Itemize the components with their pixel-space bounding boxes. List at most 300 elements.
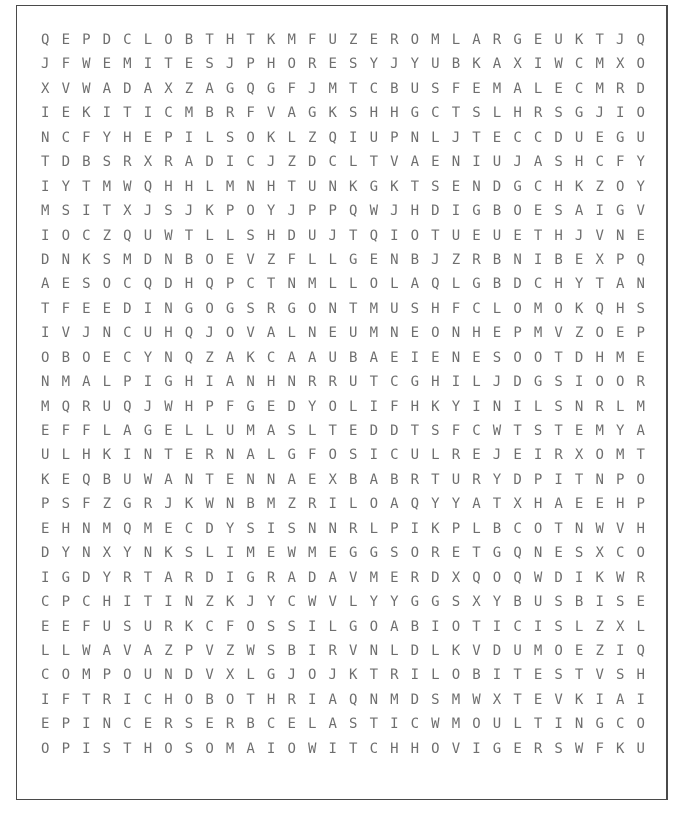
grid-letter[interactable]: D [41, 545, 50, 562]
grid-letter[interactable]: L [307, 423, 317, 439]
grid-letter[interactable]: O [82, 349, 91, 366]
grid-letter[interactable]: A [554, 496, 563, 513]
grid-letter[interactable]: N [287, 374, 296, 391]
grid-letter[interactable]: T [574, 471, 584, 488]
grid-letter[interactable]: T [143, 594, 153, 611]
grid-letter[interactable]: O [636, 545, 645, 562]
grid-letter[interactable]: T [205, 471, 214, 488]
grid-letter[interactable]: I [349, 129, 358, 146]
grid-letter[interactable]: R [615, 80, 625, 97]
grid-letter[interactable]: Z [205, 349, 214, 366]
grid-letter[interactable]: S [390, 545, 399, 562]
grid-letter[interactable]: P [41, 496, 50, 513]
grid-letter[interactable]: H [410, 203, 420, 220]
grid-letter[interactable]: V [554, 691, 563, 708]
grid-letter[interactable]: N [102, 716, 112, 733]
grid-letter[interactable]: B [451, 56, 461, 73]
grid-letter[interactable]: O [636, 716, 645, 733]
grid-letter[interactable]: X [123, 203, 132, 220]
grid-letter[interactable]: I [164, 594, 173, 611]
grid-letter[interactable]: L [492, 300, 502, 317]
grid-letter[interactable]: P [328, 203, 337, 220]
grid-letter[interactable]: O [595, 447, 604, 464]
grid-letter[interactable]: K [431, 520, 440, 537]
grid-letter[interactable]: C [595, 154, 604, 171]
grid-letter[interactable]: E [636, 227, 645, 244]
grid-letter[interactable]: T [102, 203, 112, 220]
grid-letter[interactable]: Q [513, 545, 522, 562]
grid-letter[interactable]: G [266, 80, 276, 97]
grid-letter[interactable]: E [41, 520, 50, 537]
grid-letter[interactable]: A [164, 471, 173, 488]
grid-letter[interactable]: H [184, 398, 194, 415]
grid-letter[interactable]: Q [123, 520, 132, 537]
grid-letter[interactable]: K [595, 569, 604, 586]
grid-letter[interactable]: L [287, 129, 296, 146]
grid-letter[interactable]: D [492, 178, 502, 195]
grid-letter[interactable]: O [554, 300, 563, 317]
grid-letter[interactable]: G [431, 594, 440, 611]
grid-letter[interactable]: S [61, 203, 71, 220]
grid-letter[interactable]: N [451, 154, 461, 171]
grid-letter[interactable]: N [574, 716, 584, 733]
grid-letter[interactable]: H [554, 178, 563, 195]
grid-letter[interactable]: T [554, 520, 563, 537]
grid-letter[interactable]: A [307, 349, 317, 366]
grid-letter[interactable]: A [41, 276, 50, 293]
grid-letter[interactable]: L [102, 423, 112, 439]
grid-letter[interactable]: Q [369, 227, 379, 244]
grid-letter[interactable]: T [513, 667, 522, 684]
grid-letter[interactable]: D [143, 251, 153, 268]
grid-letter[interactable]: U [328, 349, 337, 366]
grid-letter[interactable]: M [143, 520, 153, 537]
grid-letter[interactable]: F [61, 300, 71, 317]
grid-letter[interactable]: O [451, 667, 461, 684]
grid-letter[interactable]: E [513, 740, 522, 757]
grid-letter[interactable]: U [143, 227, 153, 244]
grid-letter[interactable]: U [328, 32, 337, 48]
grid-letter[interactable]: J [615, 32, 625, 48]
grid-letter[interactable]: A [410, 154, 420, 171]
grid-letter[interactable]: D [307, 154, 317, 171]
grid-letter[interactable]: C [266, 349, 276, 366]
grid-letter[interactable]: C [82, 227, 91, 244]
grid-letter[interactable]: N [369, 691, 379, 708]
grid-letter[interactable]: W [307, 740, 317, 757]
grid-letter[interactable]: N [41, 374, 50, 391]
grid-letter[interactable]: P [82, 32, 91, 48]
grid-letter[interactable]: U [123, 471, 132, 488]
grid-letter[interactable]: T [595, 276, 604, 293]
grid-letter[interactable]: N [369, 642, 379, 659]
grid-letter[interactable]: E [266, 545, 276, 562]
grid-letter[interactable]: E [184, 56, 194, 73]
grid-letter[interactable]: O [410, 227, 420, 244]
grid-letter[interactable]: X [328, 471, 337, 488]
grid-letter[interactable]: N [533, 545, 543, 562]
grid-letter[interactable]: D [41, 251, 50, 268]
grid-letter[interactable]: J [41, 56, 50, 73]
grid-letter[interactable]: N [225, 496, 235, 513]
grid-letter[interactable]: X [143, 154, 153, 171]
grid-letter[interactable]: R [102, 691, 112, 708]
grid-letter[interactable]: L [41, 642, 50, 659]
grid-letter[interactable]: I [492, 667, 502, 684]
grid-letter[interactable]: G [533, 374, 543, 391]
grid-letter[interactable]: L [349, 154, 358, 171]
grid-letter[interactable]: M [123, 251, 132, 268]
grid-letter[interactable]: G [574, 105, 584, 122]
grid-letter[interactable]: R [225, 105, 235, 122]
grid-letter[interactable]: O [225, 325, 235, 342]
grid-letter[interactable]: T [369, 374, 379, 391]
grid-letter[interactable]: S [615, 594, 625, 611]
grid-letter[interactable]: K [82, 251, 91, 268]
grid-letter[interactable]: K [574, 691, 584, 708]
grid-letter[interactable]: K [82, 105, 91, 122]
grid-letter[interactable]: Z [574, 325, 584, 342]
grid-letter[interactable]: J [246, 594, 255, 611]
grid-letter[interactable]: R [82, 398, 91, 415]
grid-letter[interactable]: W [431, 716, 440, 733]
grid-letter[interactable]: S [431, 691, 440, 708]
grid-letter[interactable]: N [328, 300, 337, 317]
grid-letter[interactable]: K [184, 618, 194, 635]
grid-letter[interactable]: E [574, 423, 584, 439]
grid-letter[interactable]: Y [61, 545, 71, 562]
grid-letter[interactable]: J [595, 105, 604, 122]
grid-letter[interactable]: B [246, 716, 255, 733]
grid-letter[interactable]: I [41, 178, 50, 195]
grid-letter[interactable]: C [533, 276, 543, 293]
grid-letter[interactable]: P [615, 471, 625, 488]
grid-letter[interactable]: B [513, 594, 522, 611]
grid-letter[interactable]: E [102, 56, 112, 73]
grid-letter[interactable]: H [636, 667, 645, 684]
grid-letter[interactable]: I [492, 618, 502, 635]
grid-letter[interactable]: Q [349, 691, 358, 708]
grid-letter[interactable]: N [143, 545, 153, 562]
grid-letter[interactable]: Y [225, 520, 235, 537]
grid-letter[interactable]: F [390, 398, 399, 415]
grid-letter[interactable]: F [595, 740, 604, 757]
grid-letter[interactable]: L [390, 642, 399, 659]
grid-letter[interactable]: I [410, 520, 420, 537]
grid-letter[interactable]: L [369, 520, 379, 537]
grid-letter[interactable]: C [41, 594, 50, 611]
grid-letter[interactable]: P [533, 471, 543, 488]
grid-letter[interactable]: C [431, 105, 440, 122]
grid-letter[interactable]: O [307, 667, 317, 684]
grid-letter[interactable]: R [307, 496, 317, 513]
grid-letter[interactable]: K [390, 178, 399, 195]
grid-letter[interactable]: H [184, 374, 194, 391]
grid-letter[interactable]: I [595, 691, 604, 708]
grid-letter[interactable]: W [574, 740, 584, 757]
grid-letter[interactable]: C [390, 374, 399, 391]
grid-letter[interactable]: I [410, 667, 420, 684]
grid-letter[interactable]: S [184, 545, 194, 562]
grid-letter[interactable]: S [205, 56, 214, 73]
grid-letter[interactable]: N [390, 325, 399, 342]
grid-letter[interactable]: D [287, 227, 296, 244]
grid-letter[interactable]: L [328, 276, 337, 293]
grid-letter[interactable]: O [225, 691, 235, 708]
grid-letter[interactable]: I [451, 374, 461, 391]
grid-letter[interactable]: A [369, 349, 379, 366]
grid-letter[interactable]: U [369, 129, 379, 146]
grid-letter[interactable]: O [287, 56, 296, 73]
grid-letter[interactable]: M [102, 178, 112, 195]
grid-letter[interactable]: A [533, 154, 543, 171]
grid-letter[interactable]: D [431, 569, 440, 586]
grid-letter[interactable]: M [41, 203, 50, 220]
grid-letter[interactable]: E [184, 447, 194, 464]
grid-letter[interactable]: H [615, 496, 625, 513]
grid-letter[interactable]: K [615, 740, 625, 757]
grid-letter[interactable]: I [472, 740, 481, 757]
grid-letter[interactable]: M [615, 447, 625, 464]
grid-letter[interactable]: L [349, 398, 358, 415]
grid-letter[interactable]: O [123, 667, 132, 684]
grid-letter[interactable]: I [41, 227, 50, 244]
grid-letter[interactable]: H [410, 740, 420, 757]
grid-letter[interactable]: G [123, 496, 132, 513]
grid-letter[interactable]: M [369, 300, 379, 317]
grid-letter[interactable]: J [287, 667, 296, 684]
grid-letter[interactable]: O [431, 325, 440, 342]
grid-letter[interactable]: C [123, 276, 132, 293]
grid-letter[interactable]: S [554, 667, 563, 684]
grid-letter[interactable]: D [513, 471, 522, 488]
grid-letter[interactable]: R [451, 447, 461, 464]
grid-letter[interactable]: M [451, 691, 461, 708]
grid-letter[interactable]: U [492, 154, 502, 171]
grid-letter[interactable]: I [472, 154, 481, 171]
grid-letter[interactable]: O [205, 740, 214, 757]
grid-letter[interactable]: U [492, 227, 502, 244]
grid-letter[interactable]: B [184, 251, 194, 268]
grid-letter[interactable]: K [431, 398, 440, 415]
grid-letter[interactable]: L [431, 447, 440, 464]
grid-letter[interactable]: E [328, 325, 337, 342]
grid-letter[interactable]: F [82, 129, 91, 146]
grid-letter[interactable]: F [82, 423, 91, 439]
grid-letter[interactable]: S [554, 105, 563, 122]
grid-letter[interactable]: A [266, 325, 276, 342]
grid-letter[interactable]: O [246, 129, 255, 146]
grid-letter[interactable]: R [266, 569, 276, 586]
grid-letter[interactable]: S [554, 740, 563, 757]
grid-letter[interactable]: A [205, 80, 214, 97]
grid-letter[interactable]: I [41, 325, 50, 342]
grid-letter[interactable]: Y [431, 496, 440, 513]
grid-letter[interactable]: Z [164, 642, 173, 659]
grid-letter[interactable]: Y [123, 545, 132, 562]
grid-letter[interactable]: K [328, 105, 337, 122]
grid-letter[interactable]: D [410, 691, 420, 708]
grid-letter[interactable]: E [61, 471, 71, 488]
grid-letter[interactable]: H [225, 32, 235, 48]
grid-letter[interactable]: V [205, 642, 214, 659]
grid-letter[interactable]: C [246, 154, 255, 171]
grid-letter[interactable]: N [636, 276, 645, 293]
grid-letter[interactable]: E [636, 349, 645, 366]
grid-letter[interactable]: Y [369, 594, 379, 611]
grid-letter[interactable]: A [123, 423, 132, 439]
grid-letter[interactable]: B [492, 251, 502, 268]
grid-letter[interactable]: B [554, 251, 563, 268]
grid-letter[interactable]: E [472, 80, 481, 97]
grid-letter[interactable]: S [554, 203, 563, 220]
grid-letter[interactable]: O [595, 374, 604, 391]
grid-letter[interactable]: S [533, 423, 543, 439]
grid-letter[interactable]: E [431, 349, 440, 366]
grid-letter[interactable]: V [451, 740, 461, 757]
grid-letter[interactable]: B [390, 80, 399, 97]
grid-letter[interactable]: T [533, 716, 543, 733]
grid-letter[interactable]: C [123, 716, 132, 733]
grid-letter[interactable]: P [246, 56, 255, 73]
grid-letter[interactable]: R [431, 545, 440, 562]
grid-letter[interactable]: G [369, 178, 379, 195]
grid-letter[interactable]: Y [266, 203, 276, 220]
grid-letter[interactable]: I [369, 398, 379, 415]
grid-letter[interactable]: Y [636, 178, 645, 195]
grid-letter[interactable]: H [164, 178, 173, 195]
grid-letter[interactable]: O [41, 349, 50, 366]
grid-letter[interactable]: M [102, 520, 112, 537]
grid-letter[interactable]: H [390, 105, 399, 122]
grid-letter[interactable]: O [61, 227, 71, 244]
grid-letter[interactable]: L [307, 716, 317, 733]
grid-letter[interactable]: U [513, 642, 522, 659]
grid-letter[interactable]: G [349, 251, 358, 268]
grid-letter[interactable]: H [554, 227, 563, 244]
grid-letter[interactable]: A [390, 496, 399, 513]
grid-letter[interactable]: R [328, 642, 337, 659]
grid-letter[interactable]: S [574, 545, 584, 562]
grid-letter[interactable]: A [328, 569, 337, 586]
grid-letter[interactable]: W [492, 423, 502, 439]
grid-letter[interactable]: G [307, 105, 317, 122]
grid-letter[interactable]: E [61, 32, 71, 48]
grid-letter[interactable]: L [451, 32, 461, 48]
grid-letter[interactable]: M [225, 740, 235, 757]
grid-letter[interactable]: B [205, 691, 214, 708]
grid-letter[interactable]: S [636, 300, 645, 317]
grid-letter[interactable]: A [328, 691, 337, 708]
grid-letter[interactable]: R [472, 251, 481, 268]
grid-letter[interactable]: Y [307, 398, 317, 415]
grid-letter[interactable]: B [349, 349, 358, 366]
grid-letter[interactable]: K [164, 545, 173, 562]
grid-letter[interactable]: N [225, 447, 235, 464]
grid-letter[interactable]: O [328, 398, 337, 415]
grid-letter[interactable]: S [164, 203, 173, 220]
grid-letter[interactable]: Z [205, 594, 214, 611]
grid-letter[interactable]: T [246, 691, 255, 708]
grid-letter[interactable]: Q [41, 32, 50, 48]
grid-letter[interactable]: J [205, 325, 214, 342]
grid-letter[interactable]: J [225, 56, 235, 73]
grid-letter[interactable]: X [513, 56, 522, 73]
grid-letter[interactable]: S [246, 520, 255, 537]
grid-letter[interactable]: D [205, 520, 214, 537]
grid-letter[interactable]: U [349, 374, 358, 391]
grid-letter[interactable]: L [472, 374, 481, 391]
grid-letter[interactable]: E [390, 349, 399, 366]
grid-letter[interactable]: E [102, 300, 112, 317]
grid-letter[interactable]: E [472, 447, 481, 464]
grid-letter[interactable]: E [164, 423, 173, 439]
grid-letter[interactable]: W [287, 545, 296, 562]
grid-letter[interactable]: U [143, 618, 153, 635]
grid-letter[interactable]: M [246, 423, 255, 439]
grid-letter[interactable]: Q [61, 398, 71, 415]
grid-letter[interactable]: S [123, 618, 132, 635]
grid-letter[interactable]: U [307, 227, 317, 244]
grid-letter[interactable]: L [205, 545, 214, 562]
grid-letter[interactable]: C [123, 325, 132, 342]
grid-letter[interactable]: L [349, 594, 358, 611]
grid-letter[interactable]: I [554, 716, 563, 733]
grid-letter[interactable]: I [82, 740, 91, 757]
grid-letter[interactable]: N [143, 447, 153, 464]
grid-letter[interactable]: D [287, 398, 296, 415]
grid-letter[interactable]: H [266, 227, 276, 244]
grid-letter[interactable]: B [492, 520, 502, 537]
grid-letter[interactable]: V [349, 569, 358, 586]
grid-letter[interactable]: E [410, 325, 420, 342]
grid-letter[interactable]: H [164, 325, 173, 342]
grid-letter[interactable]: J [574, 227, 584, 244]
grid-letter[interactable]: D [369, 423, 379, 439]
grid-letter[interactable]: O [164, 32, 173, 48]
grid-letter[interactable]: S [349, 716, 358, 733]
grid-letter[interactable]: M [492, 80, 502, 97]
grid-letter[interactable]: Q [205, 276, 214, 293]
grid-letter[interactable]: S [287, 618, 296, 635]
grid-letter[interactable]: L [513, 716, 522, 733]
grid-letter[interactable]: F [307, 447, 317, 464]
grid-letter[interactable]: I [574, 569, 584, 586]
grid-letter[interactable]: S [102, 154, 112, 171]
grid-letter[interactable]: D [636, 80, 645, 97]
grid-letter[interactable]: O [595, 325, 604, 342]
grid-letter[interactable]: B [492, 203, 502, 220]
grid-letter[interactable]: A [472, 32, 481, 48]
grid-letter[interactable]: I [225, 545, 235, 562]
grid-letter[interactable]: E [41, 423, 50, 439]
grid-letter[interactable]: L [328, 618, 337, 635]
grid-letter[interactable]: F [287, 80, 296, 97]
grid-letter[interactable]: D [164, 276, 173, 293]
grid-letter[interactable]: I [451, 203, 461, 220]
grid-letter[interactable]: T [82, 691, 91, 708]
grid-letter[interactable]: T [41, 300, 50, 317]
grid-letter[interactable]: H [472, 325, 481, 342]
grid-letter[interactable]: N [184, 594, 194, 611]
grid-letter[interactable]: D [205, 569, 214, 586]
grid-letter[interactable]: E [143, 129, 153, 146]
grid-letter[interactable]: E [390, 569, 399, 586]
grid-letter[interactable]: M [615, 349, 625, 366]
grid-letter[interactable]: L [492, 105, 502, 122]
grid-letter[interactable]: O [205, 251, 214, 268]
grid-letter[interactable]: J [307, 80, 317, 97]
